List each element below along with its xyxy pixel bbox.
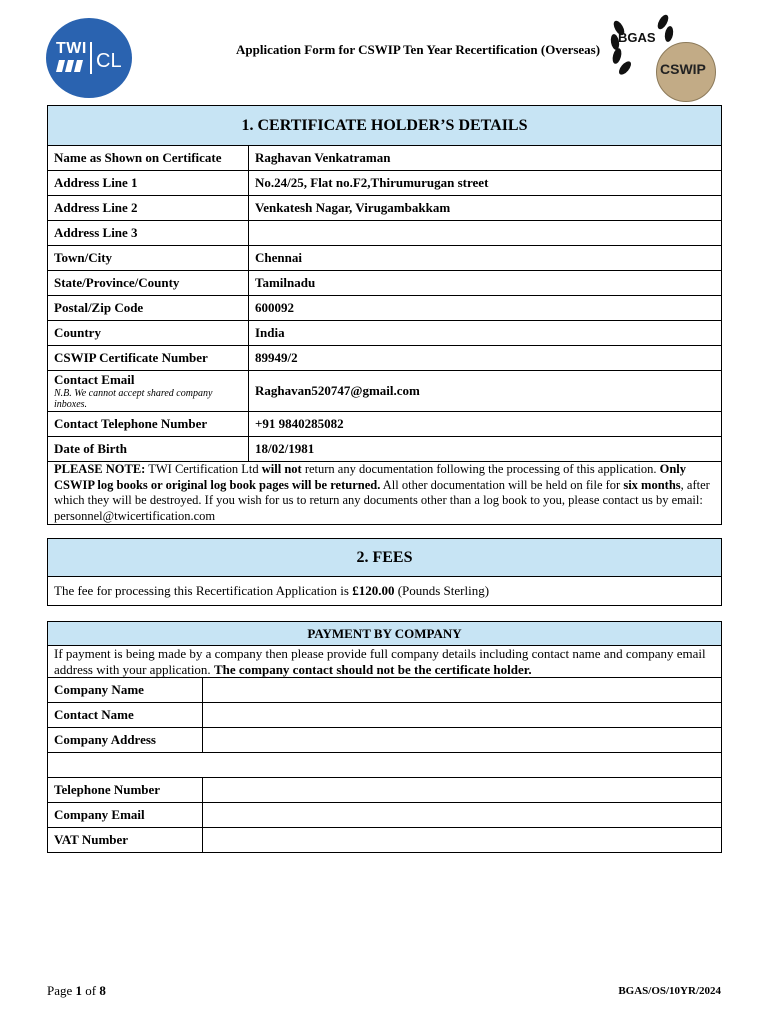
form-title: Application Form for CSWIP Ten Year Recertification (Overseas) [236, 42, 601, 57]
section1-heading: 1. CERTIFICATE HOLDER’S DETAILS [48, 106, 722, 146]
contact-name-field[interactable] [203, 703, 722, 728]
note-bold-3: six months [623, 477, 681, 492]
company-address-label: Company Address [48, 728, 203, 753]
country-label: Country [48, 321, 249, 346]
company-name-label: Company Name [48, 678, 203, 703]
payment-intro [48, 646, 722, 678]
note-part-2: return any documentation following the processing of this application. [301, 462, 660, 476]
cl-logo-text: CL [96, 50, 122, 72]
company-address-field[interactable] [203, 728, 722, 753]
note-bold-1: will not [261, 462, 302, 476]
bgas-logo-text: BGAS [618, 30, 656, 45]
payment-intro-text: If payment is being made by a company then please provide full company details including contact name and company email address with your application. [54, 646, 706, 677]
address1-label: Address Line 1 [48, 171, 249, 196]
company-telephone-label: Telephone Number [48, 778, 203, 803]
payment-intro-bold: The company contact should not be the certificate holder. [213, 661, 532, 677]
company-address-extra-field[interactable] [48, 753, 722, 778]
address3-label: Address Line 3 [48, 221, 249, 246]
note-bold-2: Only CSWIP log books or original log book pages will be returned. [54, 462, 686, 492]
address1-field[interactable]: No.24/25, Flat no.F2,Thirumurugan street [249, 171, 722, 196]
contact-email-field[interactable]: Raghavan520747@gmail.com [249, 371, 722, 412]
vat-number-label: VAT Number [48, 828, 203, 853]
twi-stripes-icon [56, 60, 86, 72]
note-part-3: All other documentation will be held on file for [380, 477, 624, 492]
please-note-lead: PLEASE NOTE: [54, 462, 146, 476]
fee-text [48, 577, 722, 606]
town-label: Town/City [48, 246, 249, 271]
contact-email-label-cell [48, 371, 249, 412]
document-reference: BGAS/OS/10YR/2024 [618, 985, 721, 997]
twi-logo-text: TWI [56, 40, 87, 57]
please-note-text [48, 462, 722, 525]
address2-field[interactable]: Venkatesh Nagar, Virugambakkam [249, 196, 722, 221]
fee-text-a: The fee for processing this Recertification Application is [54, 583, 353, 598]
company-email-label: Company Email [48, 803, 203, 828]
telephone-field[interactable]: +91 9840285082 [249, 412, 722, 437]
contact-email-label: Contact Email [54, 372, 135, 387]
name-field[interactable]: Raghavan Venkatraman [249, 146, 722, 171]
page-word: Page [47, 983, 76, 998]
cswip-logo-text: CSWIP [660, 61, 706, 77]
twi-cl-logo [46, 18, 132, 98]
dob-field[interactable]: 18/02/1981 [249, 437, 722, 462]
logo-divider [90, 42, 92, 74]
address3-field[interactable] [249, 221, 722, 246]
fee-amount: £120.00 [352, 583, 395, 598]
contact-name-label: Contact Name [48, 703, 203, 728]
cswip-logo [656, 42, 716, 102]
state-field[interactable]: Tamilnadu [249, 271, 722, 296]
fees-table [47, 538, 722, 606]
payment-heading: PAYMENT BY COMPANY [48, 622, 722, 646]
note-part-4: , after which they will be destroyed. If you wish for us to return any documents other than a log book to you, please contact us by email: personnel@twicertification.com [54, 477, 710, 523]
name-label: Name as Shown on Certificate [48, 146, 249, 171]
page-number [47, 983, 106, 999]
country-field[interactable]: India [249, 321, 722, 346]
postal-field[interactable]: 600092 [249, 296, 722, 321]
vat-number-field[interactable] [203, 828, 722, 853]
certificate-number-label: CSWIP Certificate Number [48, 346, 249, 371]
payment-table [47, 621, 722, 853]
certificate-holder-table [47, 105, 722, 525]
page-total: 8 [99, 983, 106, 998]
town-field[interactable]: Chennai [249, 246, 722, 271]
shared-inbox-note: N.B. We cannot accept shared company inboxes. [54, 388, 213, 410]
address2-label: Address Line 2 [48, 196, 249, 221]
dob-label: Date of Birth [48, 437, 249, 462]
note-part-1: TWI Certification Ltd [145, 462, 262, 476]
company-telephone-field[interactable] [203, 778, 722, 803]
of-word: of [82, 983, 100, 998]
fee-text-b: (Pounds Sterling) [394, 583, 490, 598]
postal-label: Postal/Zip Code [48, 296, 249, 321]
company-name-field[interactable] [203, 678, 722, 703]
certificate-number-field[interactable]: 89949/2 [249, 346, 722, 371]
section2-heading: 2. FEES [48, 539, 722, 577]
telephone-label: Contact Telephone Number [48, 412, 249, 437]
state-label: State/Province/County [48, 271, 249, 296]
company-email-field[interactable] [203, 803, 722, 828]
page-current: 1 [75, 983, 83, 998]
